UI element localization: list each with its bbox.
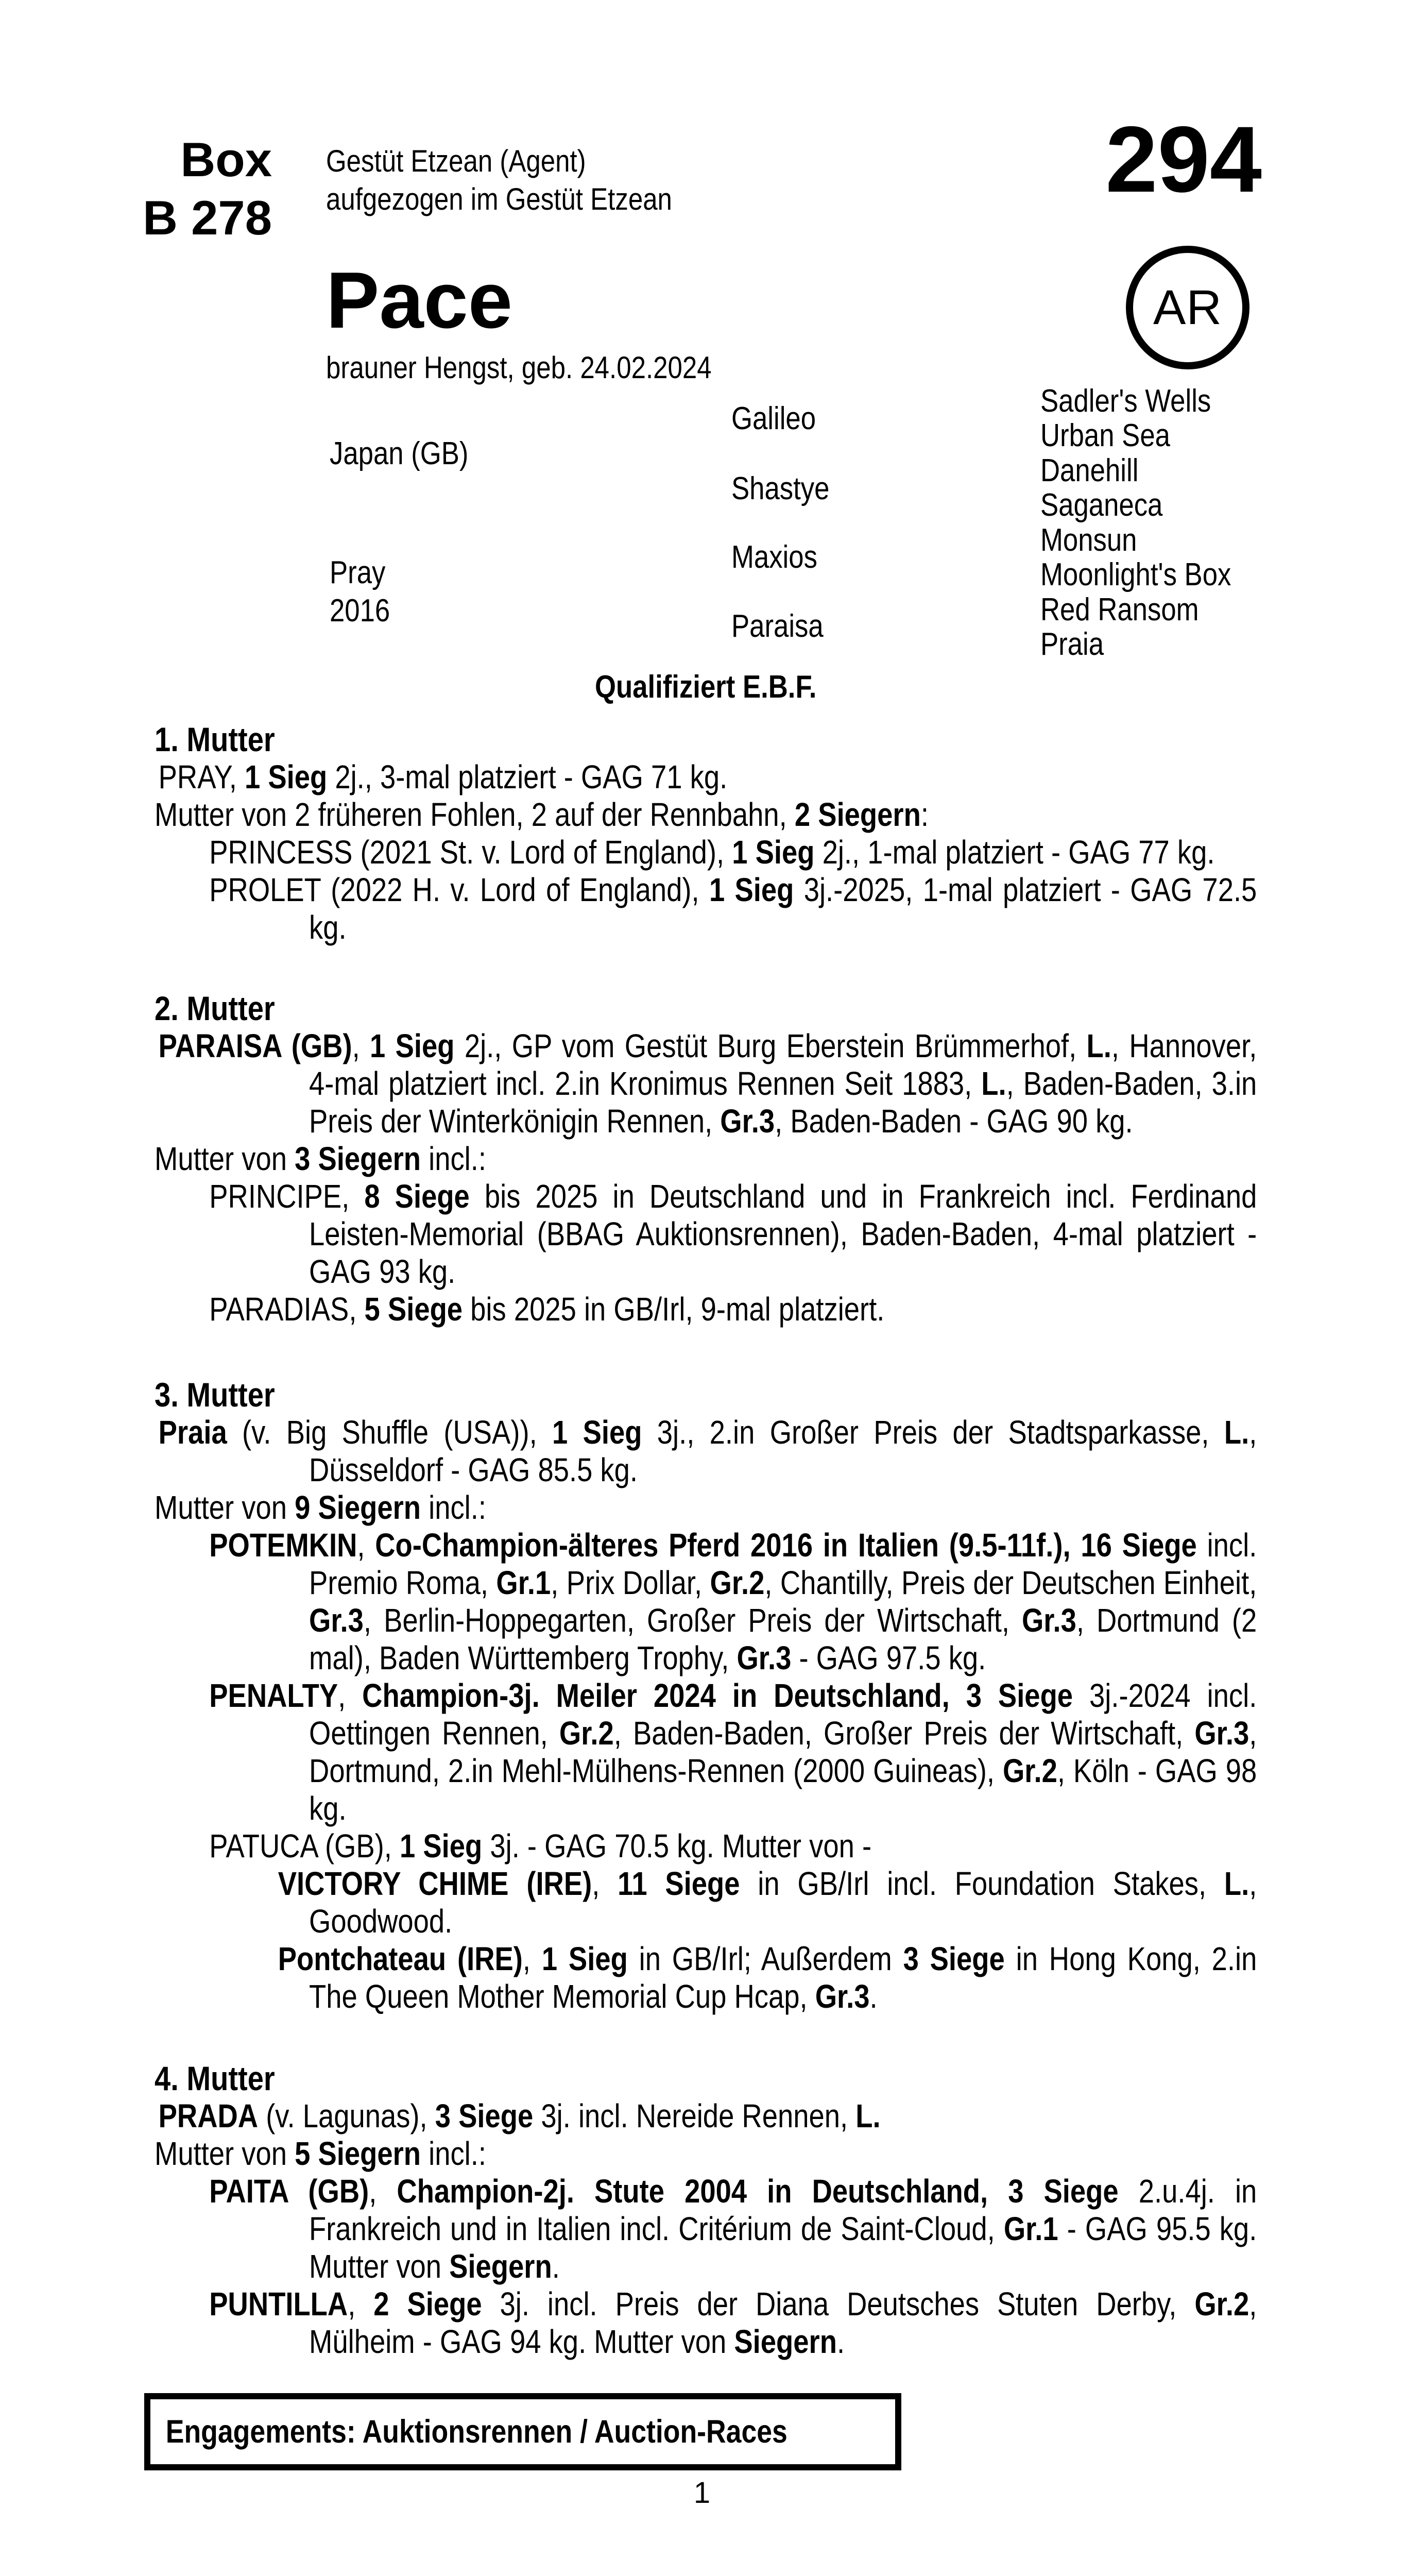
section-3-mutter — [155, 1376, 1257, 2015]
paragraph: PRADA (v. Lagunas), 3 Siege 3j. incl. Nereide Rennen, L. — [158, 2097, 881, 2134]
raised-note: aufgezogen im Gestüt Etzean — [326, 182, 672, 216]
qualification-note: Qualifiziert E.B.F. — [594, 669, 817, 705]
brand-code: AR — [1153, 280, 1222, 335]
section-1-mutter — [155, 721, 1257, 946]
pedigree-ggparent-1: Sadler's Wells — [1040, 383, 1211, 419]
section-title: 4. Mutter — [155, 2059, 275, 2097]
paragraph: PRINCIPE, 8 Siege bis 2025 in Deutschland und in Frankreich incl. Ferdinand Leisten-Memorial (BBAG Auktionsrennen), Baden-Baden, 4-mal platziert - GAG 93 kg. — [209, 1178, 1257, 1290]
pedigree-ggparent-7: Red Ransom — [1040, 592, 1199, 628]
engagements-box — [144, 2393, 901, 2470]
horse-name: Pace — [326, 256, 512, 345]
paragraph: Praia (v. Big Shuffle (USA)), 1 Sieg 3j., 2.in Großer Preis der Stadtsparkasse, L., Düsseldorf - GAG 85.5 kg. — [158, 1414, 1257, 1488]
section-4-mutter — [155, 2060, 1257, 2361]
pedigree-ggparent-6: Moonlight's Box — [1040, 557, 1231, 592]
engagements-label: Engagements: Auktionsrennen / Auction-Races — [165, 2414, 787, 2450]
pedigree-dam: Pray — [330, 555, 386, 590]
paragraph: PATUCA (GB), 1 Sieg 3j. - GAG 70.5 kg. Mutter von - — [209, 1827, 872, 1865]
pedigree-granddam-2: Paraisa — [731, 608, 824, 644]
section-2-mutter — [155, 990, 1257, 1328]
paragraph: Mutter von 5 Siegern incl.: — [155, 2135, 486, 2172]
paragraph: PROLET (2022 H. v. Lord of England), 1 Sieg 3j.-2025, 1-mal platziert - GAG 72.5 kg. — [209, 871, 1257, 946]
paragraph: PARAISA (GB), 1 Sieg 2j., GP vom Gestüt Burg Eberstein Brümmerhof, L., Hannover, 4-mal platziert incl. 2.in Kronimus Rennen Seit 1883, L., Baden-Baden, 3.in Preis der Winterkönigin Rennen, Gr.3, Baden-Baden - GAG 90 kg. — [158, 1027, 1257, 1140]
pedigree-ggparent-5: Monsun — [1040, 522, 1137, 558]
pedigree-grandsire-2: Maxios — [731, 539, 817, 575]
paragraph: POTEMKIN, Co-Champion-älteres Pferd 2016 in Italien (9.5-11f.), 16 Siege incl. Premio Roma, Gr.1, Prix Dollar, Gr.2, Chantilly, Preis der Deutschen Einheit, Gr.3, Berlin-Hoppegarten, Großer Preis der Wirtschaft, Gr.3, Dortmund (2 mal), Baden Württemberg Trophy, Gr.3 - GAG 97.5 kg. — [209, 1527, 1257, 1676]
paragraph: PAITA (GB), Champion-2j. Stute 2004 in Deutschland, 3 Siege 2.u.4j. in Frankreich und in Italien incl. Critérium de Saint-Cloud, Gr.1 - GAG 95.5 kg. Mutter von Siegern. — [209, 2173, 1257, 2285]
family-sections — [155, 0, 1257, 2576]
page-number: 1 — [693, 2476, 711, 2510]
pedigree-ggparent-2: Urban Sea — [1040, 418, 1170, 453]
consignor-name: Gestüt Etzean (Agent) — [326, 144, 586, 178]
box-label: Box — [180, 132, 272, 187]
paragraph: VICTORY CHIME (IRE), 11 Siege in GB/Irl incl. Foundation Stakes, L., Goodwood. — [278, 1865, 1257, 1940]
section-title: 2. Mutter — [155, 989, 275, 1027]
paragraph: PUNTILLA, 2 Siege 3j. incl. Preis der Diana Deutsches Stuten Derby, Gr.2, Mülheim - GAG 94 kg. Mutter von Siegern. — [209, 2285, 1257, 2360]
horse-description: brauner Hengst, geb. 24.02.2024 — [326, 350, 712, 385]
pedigree-ggparent-8: Praia — [1040, 626, 1104, 662]
pedigree-dam-year: 2016 — [330, 593, 390, 629]
pedigree-ggparent-4: Saganeca — [1040, 487, 1163, 523]
section-title: 1. Mutter — [155, 720, 275, 758]
box-number: B 278 — [143, 191, 272, 245]
paragraph: PENALTY, Champion-3j. Meiler 2024 in Deutschland, 3 Siege 3j.-2024 incl. Oettingen Rennen, Gr.2, Baden-Baden, Großer Preis der Wirtschaft, Gr.3, Dortmund, 2.in Mehl-Mülhens-Rennen (2000 Guineas), Gr.2, Köln - GAG 98 kg. — [209, 1677, 1257, 1827]
paragraph: PARADIAS, 5 Siege bis 2025 in GB/Irl, 9-mal platziert. — [209, 1291, 885, 1328]
paragraph: Mutter von 2 früheren Fohlen, 2 auf der Rennbahn, 2 Siegern: — [155, 796, 929, 833]
paragraph: Pontchateau (IRE), 1 Sieg in GB/Irl; Außerdem 3 Siege in Hong Kong, 2.in The Queen Mother Memorial Cup Hcap, Gr.3. — [278, 1940, 1257, 2015]
paragraph: Mutter von 9 Siegern incl.: — [155, 1489, 486, 1526]
paragraph: PRINCESS (2021 St. v. Lord of England), 1 Sieg 2j., 1-mal platziert - GAG 77 kg. — [209, 834, 1215, 871]
lot-number: 294 — [1105, 107, 1262, 212]
pedigree-granddam-1: Shastye — [731, 471, 830, 506]
paragraph: PRAY, 1 Sieg 2j., 3-mal platziert - GAG 71 kg. — [158, 758, 728, 795]
pedigree-grandsire-1: Galileo — [731, 401, 816, 436]
pedigree-ggparent-3: Danehill — [1040, 453, 1139, 488]
paragraph: Mutter von 3 Siegern incl.: — [155, 1140, 486, 1177]
section-title: 3. Mutter — [155, 1376, 275, 1414]
pedigree-sire: Japan (GB) — [330, 436, 469, 471]
